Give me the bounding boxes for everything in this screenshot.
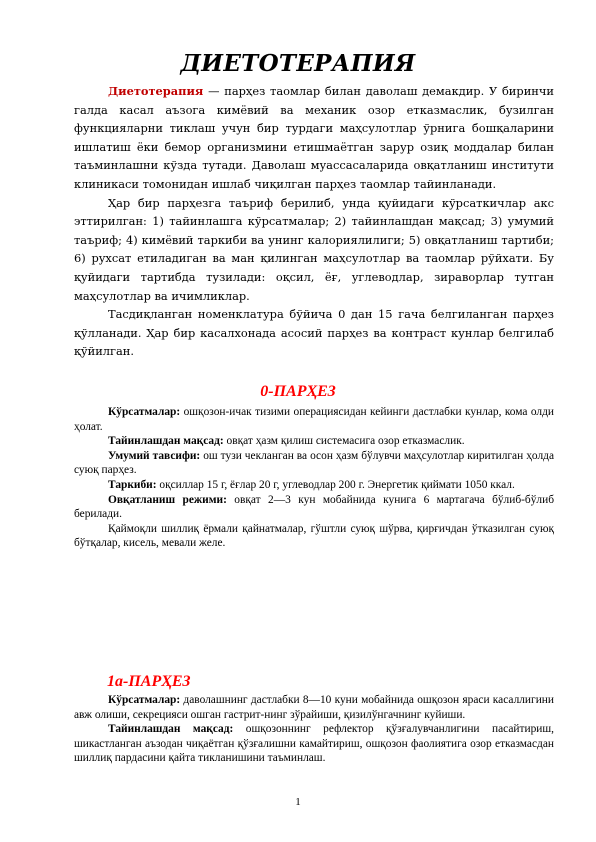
section-0-item — [74, 405, 554, 434]
section-0-text: Қаймоқли шиллиқ ёрмали қайнатмалар, гўштли суюқ шўрва, қирғичдан ўтказилган суюқ бўтқалар, кисель, мевали желе. — [74, 522, 554, 550]
document-title: ДИЕТОТЕРАПИЯ — [180, 50, 416, 77]
section-0-item — [74, 449, 554, 478]
section-0-title: 0-ПАРҲЕЗ — [260, 383, 336, 400]
intro-text — [74, 82, 554, 361]
section-0-label: Умумий тавсифи: — [108, 449, 201, 462]
section-0-label: Кўрсатмалар: — [108, 406, 181, 418]
section-0-label: Таркиби: — [108, 478, 157, 491]
intro-paragraph-2: Ҳар бир парҳезга таъриф берилиб, унда қуйидаги кўрсаткичлар акс эттирилган: 1) тайинлашга кўрсатмалар; 2) тайинлашдан мақсад; 3) умумий таъриф; 4) кимёвий таркиби ва унинг калориялилиги; 5) овқатланиш тартиби; 6) рухсат етиладиган ва ман қилинган маҳсулотлар ва таомлар рўйхати. Бу қуйидаги тартибда тузилади: оқсил, ёғ, углеводлар, зираворлар тутган маҳсулотлар ва ичимликлар. — [74, 195, 554, 303]
section-0-item — [74, 478, 554, 493]
section-1a-item — [74, 722, 554, 766]
section-0-body — [74, 405, 554, 551]
section-0-text: оқсиллар 15 г, ёғлар 20 г, углеводлар 200 г. Энергетик қиймати 1050 ккал. — [156, 478, 515, 491]
page-number: 1 — [295, 796, 301, 808]
intro-paragraph-1 — [74, 82, 554, 194]
section-0-item — [74, 493, 554, 522]
section-1a-label: Тайинлашдан мақсад: — [108, 723, 234, 736]
section-1a-title: 1а-ПАРҲЕЗ — [107, 673, 191, 690]
term-dietotherapy: Диетотерапия — [108, 84, 204, 98]
section-0-label: Тайинлашдан мақсад: — [108, 435, 224, 448]
intro-paragraph-3: Тасдиқланган номенклатура бўйича 0 дан 15 гача белгиланган парҳез қўлланади. Ҳар бир касалхонада асосий парҳез ва контраст кунлар белгилаб қўйилган. — [74, 307, 554, 359]
section-1a-item — [74, 693, 554, 722]
section-0-text: овқат 2—3 кун мобайнида кунига 6 мартагача бўлиб-бўлиб берилади. — [74, 493, 554, 521]
section-0-item — [74, 522, 554, 551]
section-1a-body — [74, 693, 554, 766]
section-1a-text: ошқозоннинг рефлектор қўзғалувчанлигини пасайтириш, шикастланган аъзодан чиқаётган қўзғалишни камайтириш, ошқозон фаолиятига озор етказмасдан шиллиқ пардасини қайта тикланишини таъминлаш. — [74, 723, 554, 765]
section-1a-text: даволашнинг дастлабки 8—10 куни мобайнида ошқозон яраси касаллигини авж олиши, секрецияси ошган гастрит-нинг зўрайиши, қизилўнгачнинг куйиши. — [74, 694, 554, 721]
section-0-label: Овқатланиш режими: — [108, 493, 227, 506]
section-0-text: овқат ҳазм қилиш системасига озор етказмаслик. — [223, 435, 465, 448]
section-1a-label: Кўрсатмалар: — [108, 694, 181, 706]
section-0-text: ош тузи чекланган ва осон ҳазм бўлувчи маҳсулотлар киритилган ҳолда суюқ парҳез. — [74, 449, 554, 477]
intro-paragraph-1-text: — парҳез таомлар билан даволаш демакдир. У биринчи галда касал аъзога кимёвий ва механик озор етказмаслик, бузилган функцияларни тиклаш учун бир турдаги маҳсулотлар ўрнига бошқаларини ишлатиш ёки бемор организмини етишмаётган зарур озиқ моддалар билан таъминлашни кўзда тутади. Даволаш муассасаларида овқатланиш институти клиникаси томонидан ишлаб чиқилган парҳез таомлар тайинланади. — [74, 84, 554, 191]
section-0-item — [74, 434, 554, 449]
section-0-text: ошқозон-ичак тизими операциясидан кейинги дастлабки кунлар, кома олди ҳолат. — [74, 406, 554, 433]
